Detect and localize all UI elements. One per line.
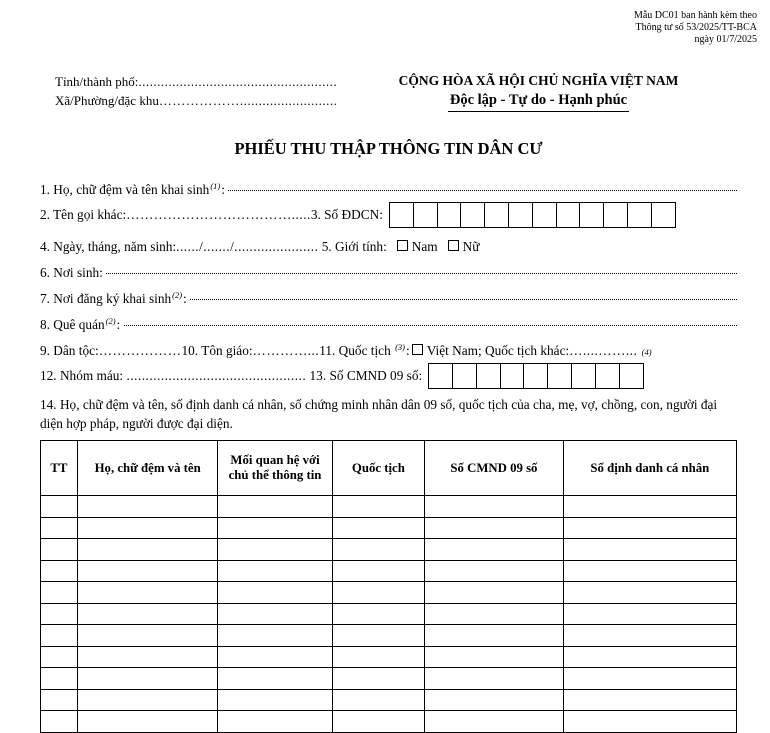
table-cell[interactable] <box>425 517 564 539</box>
table-cell[interactable] <box>77 646 218 668</box>
table-row <box>41 603 737 625</box>
commune-blank[interactable]: ……………….......................... <box>158 93 338 108</box>
table-cell[interactable] <box>563 668 736 690</box>
table-cell[interactable] <box>563 603 736 625</box>
table-cell[interactable] <box>77 560 218 582</box>
digit-box[interactable] <box>619 363 644 389</box>
table-cell[interactable] <box>218 689 332 711</box>
checkbox-female[interactable] <box>448 240 459 251</box>
table-cell[interactable] <box>563 646 736 668</box>
table-cell[interactable] <box>77 539 218 561</box>
column-header: Số CMND 09 số <box>425 441 564 496</box>
male-label: Nam <box>411 239 438 254</box>
field-12-label: 12. Nhóm máu: <box>40 368 124 383</box>
relatives-table-head <box>41 441 737 496</box>
table-cell[interactable] <box>218 668 332 690</box>
field-12-13-line <box>40 363 737 389</box>
digit-box[interactable] <box>595 363 620 389</box>
table-cell[interactable] <box>332 711 425 733</box>
field-2-3-line <box>40 202 737 228</box>
field-1-label: 1. Họ, chữ đệm và tên khai sinh$^{(1)}$: <box>40 180 225 197</box>
table-cell[interactable] <box>425 560 564 582</box>
table-cell[interactable] <box>563 711 736 733</box>
footnote-1-marker: (1) <box>210 180 221 191</box>
table-cell[interactable] <box>41 517 78 539</box>
table-row <box>41 539 737 561</box>
table-cell[interactable] <box>41 539 78 561</box>
relatives-table-body <box>41 496 737 733</box>
table-cell[interactable] <box>77 625 218 647</box>
table-cell[interactable] <box>218 539 332 561</box>
issuance-note-line1: Mẫu DC01 ban hành kèm theo <box>633 10 757 21</box>
table-cell[interactable] <box>77 582 218 604</box>
table-cell[interactable] <box>425 668 564 690</box>
column-header: Số định danh cá nhân <box>563 441 736 496</box>
table-row <box>41 711 737 733</box>
digit-box[interactable] <box>547 363 572 389</box>
digit-box[interactable] <box>460 202 485 228</box>
table-cell[interactable] <box>563 496 736 518</box>
field-4-label: 4. Ngày, tháng, năm sinh: <box>40 239 177 254</box>
table-cell[interactable] <box>77 689 218 711</box>
footnote-3-marker: (3) <box>395 341 405 352</box>
digit-box[interactable] <box>571 363 596 389</box>
table-cell[interactable] <box>41 560 78 582</box>
ddcn-box-grid[interactable] <box>389 202 676 228</box>
table-cell[interactable] <box>218 517 332 539</box>
national-title: CỘNG HÒA XÃ HỘI CHỦ NGHĨA VIỆT NAM <box>398 73 679 88</box>
table-cell[interactable] <box>41 668 78 690</box>
digit-box[interactable] <box>508 202 533 228</box>
column-header: TT <box>41 441 78 496</box>
column-header: Quốc tịch <box>332 441 425 496</box>
column-header: Mối quan hệ với chủ thể thông tin <box>218 441 332 496</box>
digit-box[interactable] <box>452 363 477 389</box>
footnote-2-marker-b: (2) <box>105 315 116 326</box>
table-cell[interactable] <box>41 603 78 625</box>
field-12-blank[interactable]: ............................................... <box>126 368 307 383</box>
field-11-blank[interactable]: …....……... <box>569 343 638 358</box>
table-cell[interactable] <box>41 496 78 518</box>
field-7-line <box>40 290 737 308</box>
field-14-text: 14. Họ, chữ đệm và tên, số định danh cá nhân, số chứng minh nhân dân 09 số, quốc tịch của cha, mẹ, vợ, chồng, con, người đại diện hợp pháp, người được đại diện. <box>40 397 718 431</box>
table-cell[interactable] <box>563 560 736 582</box>
locality-block <box>40 72 340 110</box>
commune-line <box>55 91 340 110</box>
checkbox-vietnam[interactable] <box>412 344 423 355</box>
table-cell[interactable] <box>332 625 425 647</box>
form-header <box>40 0 737 112</box>
digit-box[interactable] <box>484 202 509 228</box>
field-2-label: 2. Tên gọi khác: <box>40 207 127 222</box>
province-blank[interactable]: ..................................................... <box>138 74 338 89</box>
checkbox-male[interactable] <box>397 240 408 251</box>
national-motto: Độc lập - Tự do - Hạnh phúc <box>448 92 629 112</box>
column-header: Họ, chữ đệm và tên <box>77 441 218 496</box>
table-cell[interactable] <box>77 603 218 625</box>
field-3-label: 3. Số ĐDCN: <box>310 207 383 222</box>
table-cell[interactable] <box>425 689 564 711</box>
field-9-10-11-line: 9. Dân tộc: ……………… 10. Tôn giáo: …………... 11. Quốc tịch $^{(3)}$: Việt Nam; Quốc tịch khác: …....……... (4) <box>40 341 652 358</box>
table-cell[interactable] <box>563 539 736 561</box>
digit-box[interactable] <box>556 202 581 228</box>
table-cell[interactable] <box>218 560 332 582</box>
relatives-table-header-row <box>41 441 737 496</box>
table-cell[interactable] <box>425 582 564 604</box>
table-cell[interactable] <box>218 496 332 518</box>
relatives-table <box>40 440 737 733</box>
digit-box[interactable] <box>389 202 414 228</box>
table-cell[interactable] <box>425 646 564 668</box>
form-title: PHIẾU THU THẬP THÔNG TIN DÂN CƯ <box>234 139 543 158</box>
table-cell[interactable] <box>425 711 564 733</box>
digit-box[interactable] <box>532 202 557 228</box>
table-cell[interactable] <box>332 517 425 539</box>
field-6-blank[interactable] <box>106 273 737 274</box>
table-cell[interactable] <box>41 689 78 711</box>
cmnd-box-grid[interactable] <box>428 363 644 389</box>
table-cell[interactable] <box>425 603 564 625</box>
table-cell[interactable] <box>218 646 332 668</box>
table-cell[interactable] <box>77 496 218 518</box>
table-cell[interactable] <box>425 496 564 518</box>
table-row <box>41 496 737 518</box>
digit-box[interactable] <box>651 202 676 228</box>
field-10-label: 10. Tôn giáo: <box>181 343 253 358</box>
table-row <box>41 646 737 668</box>
field-8-blank[interactable] <box>124 325 737 326</box>
field-1-blank[interactable] <box>228 190 737 191</box>
table-row <box>41 625 737 647</box>
table-cell[interactable] <box>41 711 78 733</box>
field-6-line <box>40 264 737 282</box>
table-cell[interactable] <box>563 689 736 711</box>
digit-box[interactable] <box>627 202 652 228</box>
female-label: Nữ <box>462 239 480 254</box>
issuance-note-line2: Thông tư số 53/2025/TT-BCA <box>635 22 757 33</box>
national-header <box>340 72 737 112</box>
commune-label: Xã/Phường/đặc khu <box>55 93 159 108</box>
table-cell[interactable] <box>563 517 736 539</box>
field-7-blank[interactable] <box>190 299 737 300</box>
field-9-blank[interactable]: ……………… <box>98 343 182 358</box>
footnote-2-marker: (2) <box>172 289 183 300</box>
field-5-label: 5. Giới tính: <box>321 239 387 254</box>
table-cell[interactable] <box>332 689 425 711</box>
table-cell[interactable] <box>218 582 332 604</box>
issuance-note-line3: ngày 01/7/2025 <box>694 34 757 45</box>
field-8-label: 8. Quê quán$^{(2)}$: <box>40 315 121 332</box>
field-2-blank[interactable]: ………………………………..... <box>126 207 311 222</box>
table-cell[interactable] <box>218 603 332 625</box>
field-8-line <box>40 316 737 334</box>
province-line <box>55 72 340 91</box>
table-cell[interactable] <box>563 582 736 604</box>
table-cell[interactable] <box>41 625 78 647</box>
digit-box[interactable] <box>500 363 525 389</box>
field-4-5-line <box>40 238 737 256</box>
table-cell[interactable] <box>77 517 218 539</box>
field-11-label: 11. Quốc tịch $^{(3)}$: <box>319 341 410 358</box>
digit-box[interactable] <box>428 363 453 389</box>
field-1-line <box>40 181 737 199</box>
table-cell[interactable] <box>332 539 425 561</box>
table-cell[interactable] <box>563 625 736 647</box>
province-label: Tỉnh/thành phố: <box>55 74 139 89</box>
table-row <box>41 517 737 539</box>
digit-box[interactable] <box>523 363 548 389</box>
field-11-vietnam-label: Việt Nam; Quốc tịch khác: <box>426 343 570 358</box>
table-cell[interactable] <box>218 711 332 733</box>
table-row <box>41 560 737 582</box>
table-cell[interactable] <box>41 646 78 668</box>
digit-box[interactable] <box>476 363 501 389</box>
table-cell[interactable] <box>218 625 332 647</box>
table-row <box>41 689 737 711</box>
table-cell[interactable] <box>77 668 218 690</box>
digit-box[interactable] <box>413 202 438 228</box>
field-7-label: 7. Nơi đăng ký khai sinh$^{(2)}$: <box>40 289 187 306</box>
field-4-blank[interactable]: ....../......./...................... <box>176 239 319 254</box>
field-6-label: 6. Nơi sinh: <box>40 265 103 280</box>
table-cell[interactable] <box>332 560 425 582</box>
table-cell[interactable] <box>41 582 78 604</box>
field-9-label: 9. Dân tộc: <box>40 343 99 358</box>
field-13-label: 13. Số CMND 09 số: <box>309 368 423 383</box>
table-cell[interactable] <box>425 625 564 647</box>
digit-box[interactable] <box>437 202 462 228</box>
table-cell[interactable] <box>332 496 425 518</box>
digit-box[interactable] <box>579 202 604 228</box>
table-cell[interactable] <box>425 539 564 561</box>
table-row <box>41 582 737 604</box>
table-cell[interactable] <box>332 668 425 690</box>
table-cell[interactable] <box>332 646 425 668</box>
table-cell[interactable] <box>77 711 218 733</box>
digit-box[interactable] <box>603 202 628 228</box>
table-cell[interactable] <box>332 582 425 604</box>
table-cell[interactable] <box>332 603 425 625</box>
table-row <box>41 668 737 690</box>
issuance-note <box>634 10 757 46</box>
field-10-blank[interactable]: …………... <box>252 343 320 358</box>
